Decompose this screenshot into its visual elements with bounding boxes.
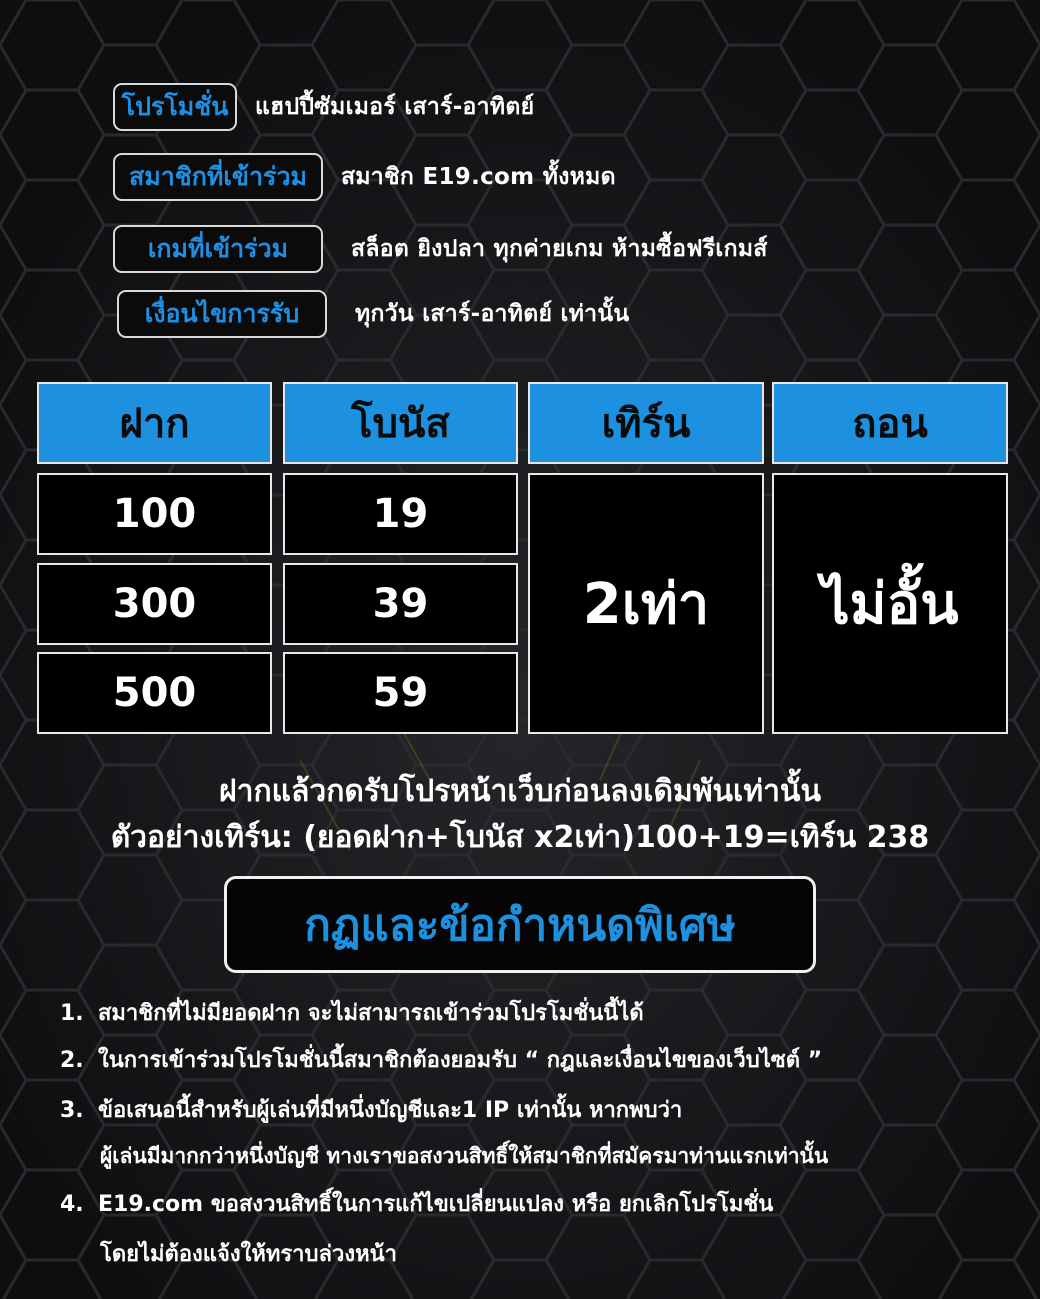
rule-item-2 xyxy=(60,1042,822,1077)
header-bonus: โบนัส xyxy=(283,382,518,464)
note-turnover-example: ตัวอย่างเทิร์น: (ยอดฝาก+โบนัส x2เท่า)100+19=เทิร์น 238 xyxy=(110,820,930,855)
deposit-cell: 500 xyxy=(37,652,272,734)
rule-number: 4. xyxy=(60,1192,84,1217)
deposit-cell: 300 xyxy=(37,563,272,645)
conditions-label: เงื่อนไขการรับ xyxy=(117,290,327,338)
header-turnover: เทิร์น xyxy=(528,382,764,464)
promotion-label: โปรโมชั่น xyxy=(113,83,237,131)
info-row-conditions xyxy=(117,290,629,338)
header-deposit: ฝาก xyxy=(37,382,272,464)
rule-text: E19.com ขอสงวนสิทธิ์ในการแก้ไขเปลี่ยนแปลง หรือ ยกเลิกโปรโมชั่น xyxy=(98,1192,774,1217)
bonus-cell: 59 xyxy=(283,652,518,734)
rule-number: 2. xyxy=(60,1048,84,1073)
rule-text: ข้อเสนอนี้สำหรับผู้เล่นที่มีหนึ่งบัญชีและ1 IP เท่านั้น หากพบว่า xyxy=(98,1098,683,1123)
rule-item-4-continued: โดยไม่ต้องแจ้งให้ทราบล่วงหน้า xyxy=(100,1242,397,1267)
header-withdraw: ถอน xyxy=(772,382,1008,464)
bonus-cell: 19 xyxy=(283,473,518,555)
rule-item-3 xyxy=(60,1092,682,1127)
members-label: สมาชิกที่เข้าร่วม xyxy=(113,153,323,201)
note-claim: ฝากแล้วกดรับโปรหน้าเว็บก่อนลงเดิมพันเท่านั้น xyxy=(219,774,821,809)
rule-item-1 xyxy=(60,995,644,1030)
rule-item-3-continued: ผู้เล่นมีมากกว่าหนึ่งบัญชี ทางเราขอสงวนสิทธิ์ให้สมาชิกที่สมัครมาท่านแรกเท่านั้น xyxy=(100,1144,829,1168)
withdraw-cell: ไม่อั้น xyxy=(772,473,1008,734)
games-value: สล็อต ยิงปลา ทุกค่ายเกม ห้ามซื้อฟรีเกมส์ xyxy=(351,236,768,262)
bonus-cell: 39 xyxy=(283,563,518,645)
info-row-members xyxy=(113,153,616,201)
turnover-cell: 2เท่า xyxy=(528,473,764,734)
rule-text: ในการเข้าร่วมโปรโมชั่นนี้สมาชิกต้องยอมรับ “ กฎและเงื่อนไขของเว็บไซต์ ” xyxy=(98,1048,823,1073)
rule-text: สมาชิกที่ไม่มียอดฝาก จะไม่สามารถเข้าร่วมโปรโมชั่นนี้ได้ xyxy=(98,1001,644,1026)
rule-number: 3. xyxy=(60,1098,84,1123)
rule-number: 1. xyxy=(60,1001,84,1026)
info-row-promotion xyxy=(113,83,534,131)
conditions-value: ทุกวัน เสาร์-อาทิตย์ เท่านั้น xyxy=(355,301,630,327)
games-label: เกมที่เข้าร่วม xyxy=(113,225,323,273)
promotion-value: แฮปปี้ซัมเมอร์ เสาร์-อาทิตย์ xyxy=(255,94,535,120)
rules-title: กฏและข้อกำหนดพิเศษ xyxy=(224,876,816,973)
members-value: สมาชิก E19.com ทั้งหมด xyxy=(341,164,616,190)
rule-item-4 xyxy=(60,1186,773,1221)
info-row-games xyxy=(113,225,768,273)
deposit-cell: 100 xyxy=(37,473,272,555)
